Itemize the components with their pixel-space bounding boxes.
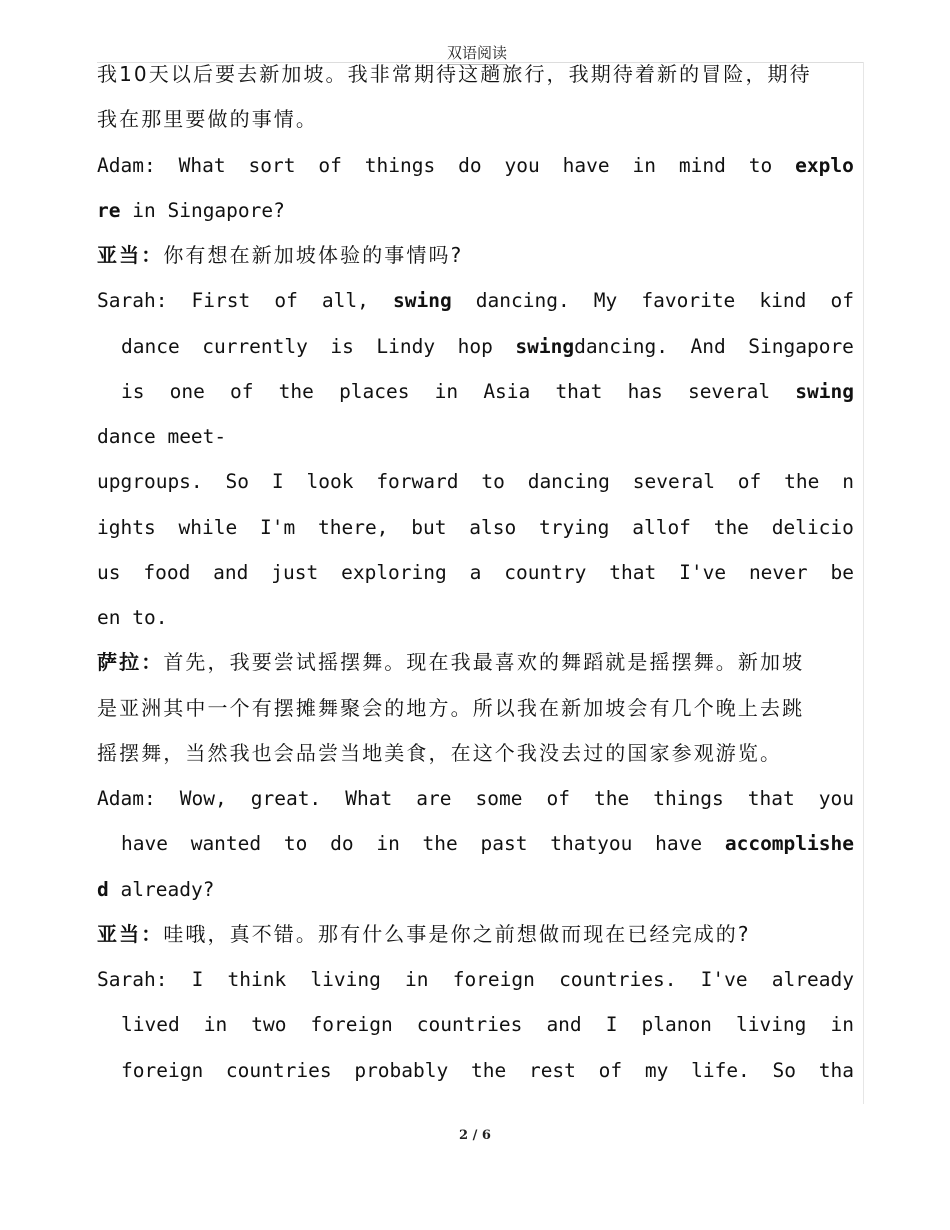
word: two [251,1013,287,1037]
word: have [655,832,703,856]
word: sort [248,153,296,177]
word: countries. [559,968,677,991]
word: you [504,153,540,177]
word: living [310,968,381,991]
word: Sarah: [97,289,168,313]
word: Singapore? [167,198,285,222]
bold-keyword: re [97,198,121,222]
english-line [97,776,854,821]
word: is [330,334,354,358]
word: have [562,153,610,177]
english-line [97,324,854,369]
english-line [97,369,854,414]
chinese-line [97,731,854,776]
word: us [97,560,121,584]
bold-keyword: explo [795,153,854,177]
word: wanted [190,832,262,856]
word: en [97,606,121,629]
word: while [178,515,238,539]
word: to [748,153,773,177]
word: several [632,470,715,494]
word: exploring [341,560,447,584]
word: hop [457,334,493,358]
word: in [434,379,459,403]
text-run: 首先，我要尝试摇摆舞。现在我最喜欢的舞蹈就是摇摆舞。新加坡 [163,650,805,675]
word: things [653,787,724,810]
word: the [713,515,749,539]
word: the [422,832,458,856]
text-run: 我在那里要做的事情。 [97,107,318,132]
word: my [644,1058,669,1082]
word: in [830,1013,854,1037]
word: planon [641,1013,712,1037]
english-line [97,414,854,459]
word: in [132,198,156,222]
word: favorite [641,289,736,313]
word: and [546,1013,582,1037]
word: foreign [310,1013,393,1037]
word: never [748,560,808,584]
word: dancing [527,470,610,494]
word: and [213,560,249,584]
text-run: 你有想在新加坡体验的事情吗? [163,243,464,267]
word: Lindy [376,334,436,358]
bold-keyword: swing [795,379,854,403]
word: is [121,379,145,403]
word: things [364,153,436,177]
word: that [555,379,603,403]
english-line [97,550,854,595]
word: Asia [483,379,531,403]
word: of [546,787,570,810]
right-margin-line [863,62,864,1104]
speaker-label: 萨拉： [97,650,164,675]
word: just [271,560,319,584]
word: lived [121,1013,180,1037]
english-line [97,188,854,233]
word: First [191,289,251,313]
word: places [339,379,410,403]
english-line [97,595,854,640]
word: living [735,1013,807,1037]
word: that [747,787,795,810]
page-header-title: 双语阅读 [447,42,507,65]
bold-keyword: accomplishe [724,832,854,856]
word: but [411,515,447,539]
word: dancing. [475,289,570,313]
word: currently [202,334,308,358]
word: What [178,153,226,177]
text-run: 哇哦，真不错。那有什么事是你之前想做而现在已经完成的? [163,921,751,946]
chinese-line [97,52,854,97]
word: do [458,153,482,177]
word: kind [759,289,807,313]
word: probably [354,1058,449,1082]
word: dance [97,425,156,448]
english-line [97,1002,854,1047]
word: the [278,379,314,403]
word: delicio [771,515,854,539]
word: food [143,560,191,584]
word: And [690,334,726,358]
word: has [627,379,663,403]
word: Singapore [748,334,854,358]
word: one [169,379,205,403]
word: be [830,560,854,584]
text-run: 是亚洲其中一个有摆摊舞聚会的地方。所以我在新加坡会有几个晚上去跳 [97,695,805,720]
word: of [274,289,298,313]
word: rest [528,1058,576,1082]
text-run: 我10天以后要去新加坡。我非常期待这趟旅行，我期待着新的冒险，期待 [97,62,812,86]
word: that [609,560,657,584]
word: dance [121,334,180,358]
word: the [470,1058,507,1082]
word: upgroups. [97,470,203,494]
word: in [376,832,400,856]
english-line [97,867,854,912]
word: to [283,832,308,856]
word: Sarah: [97,968,168,991]
word: of [318,153,342,177]
word: I [271,470,284,494]
word: are [416,787,452,810]
page-number: 2 / 6 [459,1128,491,1143]
word: think [227,968,287,991]
english-line [97,505,854,550]
word: life. [691,1058,750,1082]
word: the [784,470,820,494]
speaker-label: 亚当： [97,921,164,946]
word: of [230,379,254,403]
word: My [593,289,618,313]
english-line [97,143,854,188]
chinese-line [97,686,854,731]
word: I've [679,560,727,584]
word: have [121,832,168,856]
word: allof [632,515,691,539]
word: in [405,968,429,991]
word: great. [250,787,322,810]
word: a [469,560,482,584]
word: thatyou [550,832,633,856]
english-line [97,1048,854,1093]
word: countries [225,1058,332,1082]
word: in [632,153,656,177]
english-line [97,278,854,323]
chinese-line [97,912,854,957]
word: foreign [121,1058,204,1082]
word: mind [678,153,726,177]
word: n [842,470,854,494]
word: I've [700,968,748,991]
word: So [772,1058,797,1082]
bold-keyword: swing [515,334,575,358]
word: several [687,379,771,403]
word: ights [97,515,156,539]
word: do [330,832,354,856]
word: of [830,289,854,313]
word: tha [818,1058,854,1082]
word: to. [132,606,168,629]
word: to [481,470,505,494]
word: also [469,515,517,539]
word: dancing. [574,334,668,358]
word: I [191,968,204,991]
english-line [97,821,854,866]
chinese-line [97,640,854,685]
word: foreign [452,968,535,991]
bold-keyword: d [97,877,109,901]
word: Adam: [97,153,156,177]
speaker-label: 亚当： [97,243,164,267]
word: of [737,470,762,494]
english-line [97,459,854,504]
word: in [203,1013,228,1037]
word: meet- [167,425,227,448]
word: already? [120,877,215,901]
english-line [97,957,854,1002]
word: trying [538,515,610,539]
word: past [480,832,528,856]
bold-keyword: swing [392,289,452,313]
word: you [818,787,854,810]
word: countries [416,1013,523,1037]
word-group [515,324,668,369]
word: What [345,787,393,810]
text-run: 摇摆舞，当然我也会品尝当地美食，在这个我没去过的国家参观游览。 [97,740,783,765]
word: I'm [259,515,296,539]
word: of [598,1058,623,1082]
word: some [475,787,523,810]
word: I [605,1013,618,1037]
word: look [306,470,354,494]
word: country [504,560,587,584]
word: Wow, [179,787,227,810]
word: the [594,787,630,810]
word: forward [376,470,459,494]
document-body [97,52,854,1093]
chinese-line [97,97,854,142]
word: already [771,968,854,991]
word: there, [317,515,389,539]
word: So [225,470,250,494]
chinese-line [97,233,854,278]
word: Adam: [97,787,156,810]
word: all, [321,289,369,313]
